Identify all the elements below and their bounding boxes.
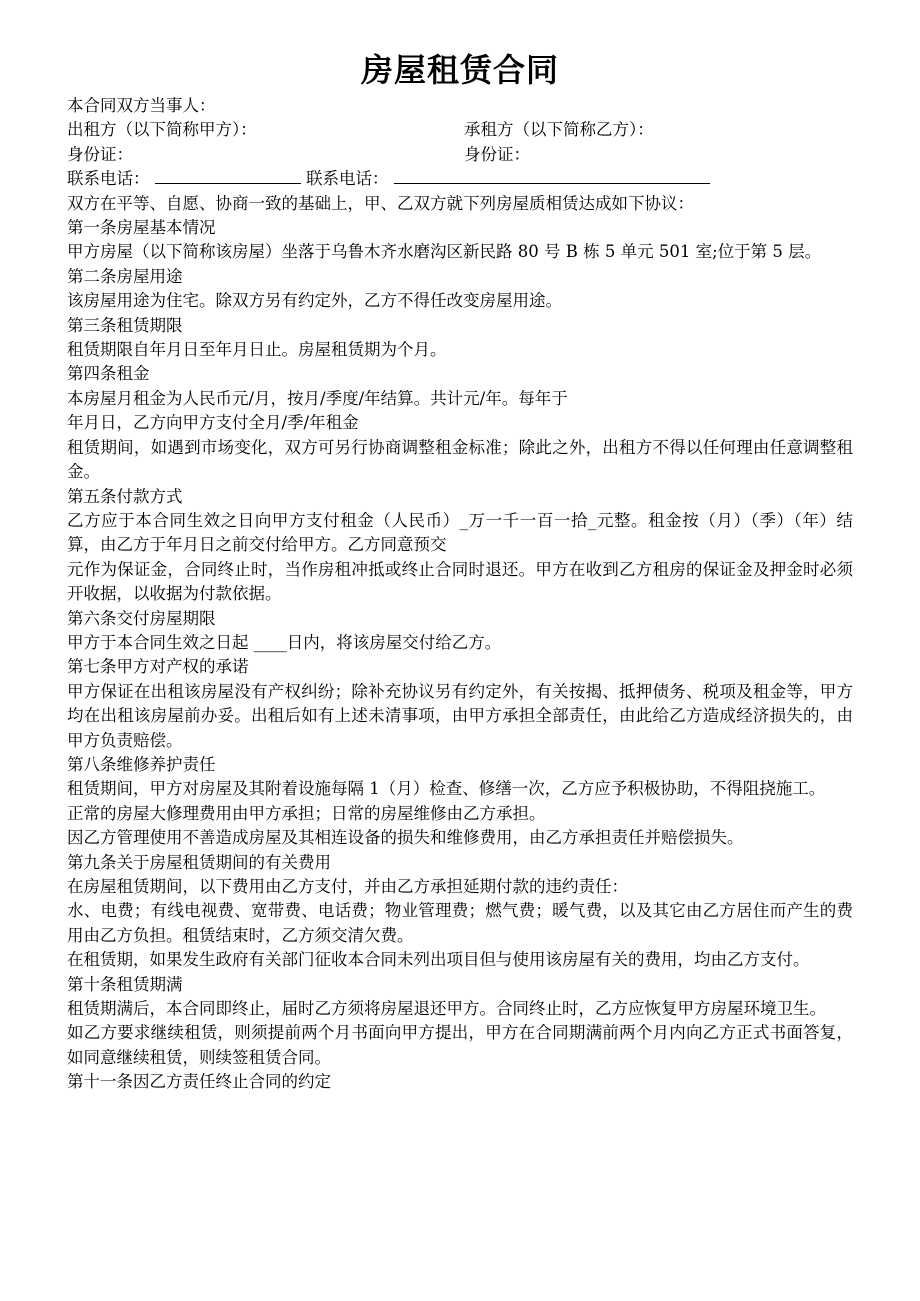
- lessor-label: 出租方（以下简称甲方）：: [67, 120, 257, 140]
- article-heading: 第四条租金: [67, 364, 150, 384]
- article-paragraph: 水、电费；有线电视费、宽带费、电话费；物业管理费；燃气费；暖气费，以及其它由乙方居住而产生的费用由乙方负担。租赁结束时，乙方须交清欠费。: [67, 901, 853, 945]
- article-paragraph: 甲方房屋（以下简称该房屋）坐落于乌鲁木齐水磨沟区新民路 80 号 B 栋 5 单元 501 室;位于第 5 层。: [67, 242, 822, 262]
- article-paragraph: 元作为保证金，合同终止时，当作房租冲抵或终止合同时退还。甲方在收到乙方租房的保证金及押金时必须开收据，以收据为付款依据。: [67, 559, 853, 604]
- article-paragraph: 甲方于本合同生效之日起 ____日内，将该房屋交付给乙方。: [67, 632, 502, 652]
- lessor-phone-blank: [155, 169, 301, 184]
- lessee-label: 承租方（以下简称乙方）：: [464, 120, 654, 140]
- article-heading: 第一条房屋基本情况: [67, 218, 216, 238]
- phone-row: [67, 167, 853, 191]
- article-heading: 第三条租赁期限: [67, 315, 183, 335]
- article-heading: 第八条维修养护责任: [67, 754, 216, 774]
- article-paragraph: 该房屋用途为住宅。除双方另有约定外，乙方不得任改变房屋用途。: [67, 291, 562, 311]
- article-paragraph: 租赁期满后，本合同即终止，届时乙方须将房屋退还甲方。合同终止时，乙方应恢复甲方房屋环境卫生。: [67, 999, 826, 1019]
- article-paragraph: 在房屋租赁期间，以下费用由乙方支付，并由乙方承担延期付款的违约责任：: [67, 877, 628, 896]
- article-paragraph: 乙方应于本合同生效之日向甲方支付租金（人民币）_万一千一百一拾_元整。租金按（月）（季）（年）结算，由乙方于年月日之前交付给甲方。乙方同意预交: [67, 510, 853, 555]
- party-names-row: [67, 118, 853, 142]
- article-paragraph: 因乙方管理使用不善造成房屋及其相连设备的损失和维修费用，由乙方承担责任并赔偿损失。: [67, 828, 744, 848]
- lessee-phone-blank: [394, 169, 710, 184]
- article-heading: 第六条交付房屋期限: [67, 608, 216, 628]
- article-paragraph: 正常的房屋大修理费用由甲方承担；日常的房屋维修由乙方承担。: [67, 803, 546, 823]
- article-paragraph: 租赁期间，如遇到市场变化，双方可另行协商调整租金标准；除此之外，出租方不得以任何理由任意调整租金。: [67, 437, 853, 482]
- parties-intro: 本合同双方当事人：: [67, 96, 216, 115]
- lessor-id-label: 身份证：: [67, 144, 133, 164]
- article-heading: 第七条甲方对产权的承诺: [67, 657, 249, 677]
- document-title: 房屋租赁合同: [360, 51, 559, 89]
- lessee-id-label: 身份证：: [464, 144, 530, 164]
- article-paragraph: 如乙方要求继续租赁，则须提前两个月书面向甲方提出，甲方在合同期满前两个月内向乙方正式书面答复，如同意继续租赁，则续签租赁合同。: [67, 1023, 853, 1067]
- contract-page: [67, 48, 853, 1095]
- article-paragraph: 年月日，乙方向甲方支付全月/季/年租金: [67, 413, 359, 433]
- article-heading: 第二条房屋用途: [67, 266, 183, 286]
- article-heading: 第十条租赁期满: [67, 974, 183, 994]
- article-heading: 第五条付款方式: [67, 486, 183, 506]
- article-heading: 第九条关于房屋租赁期间的有关费用: [67, 852, 331, 872]
- article-paragraph: 租赁期限自年月日至年月日止。房屋租赁期为个月。: [67, 340, 447, 360]
- article-paragraph: 租赁期间，甲方对房屋及其附着设施每隔 1（月）检查、修缮一次，乙方应予积极协助，不得阻挠施工。: [67, 779, 826, 799]
- lessee-phone-label: 联系电话：: [306, 169, 389, 189]
- articles-container: [67, 216, 853, 1095]
- article-paragraph: 本房屋月租金为人民币元/月，按月/季度/年结算。共计元/年。每年于: [67, 388, 568, 408]
- preamble: 双方在平等、自愿、协商一致的基础上，甲、乙双方就下列房屋质相赁达成如下协议：: [67, 193, 694, 213]
- article-heading: 第十一条因乙方责任终止合同的约定: [67, 1072, 331, 1092]
- article-paragraph: 甲方保证在出租该房屋没有产权纠纷；除补充协议另有约定外，有关按揭、抵押债务、税项及租金等，甲方均在出租该房屋前办妥。出租后如有上述未清事项，由甲方承担全部责任，由此给乙方造成经济损失的，由甲方负责赔偿。: [67, 681, 853, 750]
- lessor-phone-label: 联系电话：: [67, 169, 150, 189]
- id-row: [67, 143, 853, 167]
- article-paragraph: 在租赁期，如果发生政府有关部门征收本合同未列出项目但与使用该房屋有关的费用，均由乙方支付。: [67, 950, 810, 970]
